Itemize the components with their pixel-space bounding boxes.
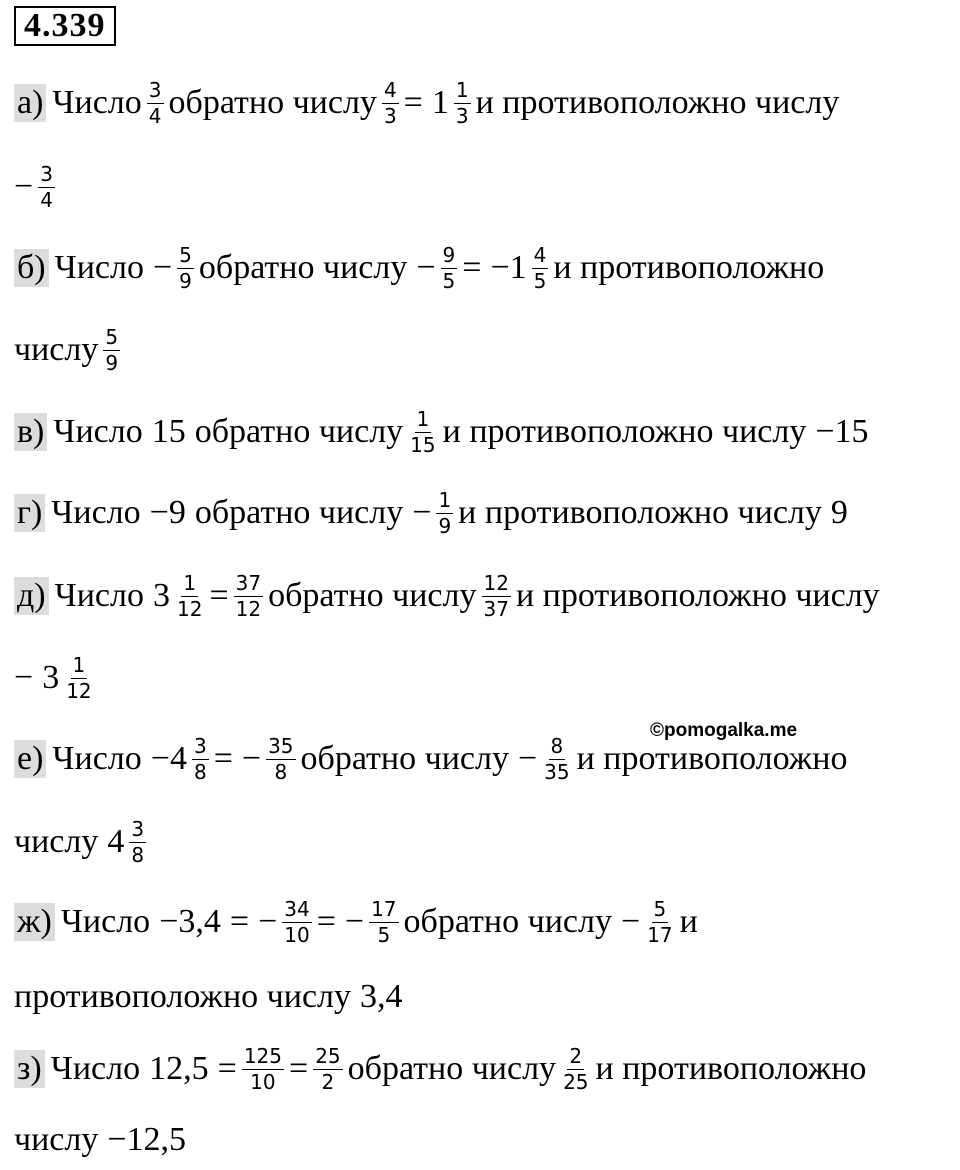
item-label-a: а) <box>14 84 46 122</box>
minus-sign: − <box>258 903 278 940</box>
text: Число <box>53 413 143 450</box>
text: обратно числу <box>403 903 612 940</box>
number: 1 <box>431 84 449 121</box>
text: Число <box>52 84 142 121</box>
fraction <box>454 79 471 128</box>
item-label-zh: ж) <box>14 903 55 941</box>
fraction <box>313 1045 342 1094</box>
numerator: 3 <box>193 733 207 758</box>
denominator: 37 <box>483 596 509 621</box>
denominator: 25 <box>563 1069 589 1094</box>
text: числу <box>14 1121 99 1158</box>
numerator: 4 <box>383 77 397 102</box>
text: обратно числу <box>198 249 408 286</box>
denominator: 8 <box>274 759 288 784</box>
denominator: 10 <box>250 1069 276 1094</box>
item-label-d: д) <box>14 577 49 615</box>
equals-sign: = <box>229 903 250 940</box>
denominator: 9 <box>438 513 452 538</box>
numerator: 1 <box>455 77 469 102</box>
numerator: 34 <box>284 896 310 921</box>
text: и противоположно числу <box>515 577 880 614</box>
equals-sign: = <box>289 1050 309 1087</box>
numerator: 37 <box>235 570 262 595</box>
numerator: 5 <box>653 896 667 921</box>
number: −9 <box>149 494 186 531</box>
text: Число <box>54 577 144 614</box>
text: и <box>679 903 698 940</box>
line-e-1 <box>14 729 847 789</box>
denominator: 12 <box>66 678 92 703</box>
fraction <box>103 326 120 375</box>
denominator: 17 <box>647 922 673 947</box>
denominator: 5 <box>377 922 391 947</box>
item-label-v: в) <box>14 413 47 451</box>
denominator: 5 <box>533 268 547 293</box>
problem-number: 4.339 <box>14 6 116 46</box>
text: Число <box>60 903 151 940</box>
numerator: 25 <box>315 1043 341 1068</box>
fraction <box>482 572 511 621</box>
line-b-2 <box>14 320 125 380</box>
number: −12,5 <box>107 1121 187 1158</box>
denominator: 4 <box>148 103 162 128</box>
denominator: 3 <box>383 103 397 128</box>
minus-sign: − <box>412 494 432 531</box>
number: 9 <box>830 494 848 531</box>
line-z-2 <box>14 1110 186 1170</box>
equals-sign: = <box>209 577 229 614</box>
fraction <box>532 244 549 293</box>
fraction <box>129 818 146 867</box>
line-a-2 <box>14 157 60 217</box>
denominator: 35 <box>544 759 570 784</box>
text: Число <box>50 1050 141 1087</box>
equals-sign: = <box>217 1050 237 1087</box>
number: 3,4 <box>360 978 403 1015</box>
numerator: 2 <box>569 1043 583 1068</box>
text: Число <box>51 494 141 531</box>
minus-sign: − <box>152 249 173 286</box>
fraction <box>542 735 571 784</box>
numerator: 5 <box>179 242 192 267</box>
minus-sign: − <box>14 659 34 696</box>
numerator: 17 <box>371 896 397 921</box>
text: обратно числу <box>300 740 509 777</box>
minus-sign: − <box>241 740 262 777</box>
fraction <box>177 244 194 293</box>
text: и противоположно числу <box>458 494 822 531</box>
number: 4 <box>107 823 125 860</box>
text: Число <box>54 249 144 286</box>
number: −4 <box>150 740 187 777</box>
number: 3 <box>42 659 60 696</box>
minus-sign: − <box>416 249 436 286</box>
denominator: 4 <box>40 187 53 212</box>
line-v <box>14 402 869 462</box>
equals-sign: = <box>403 84 423 121</box>
numerator: 12 <box>483 570 509 595</box>
line-g <box>14 483 848 543</box>
minus-sign: − <box>14 168 34 205</box>
fraction <box>147 79 164 128</box>
equals-sign: = <box>213 740 233 777</box>
text: и противоположно числу <box>442 413 807 450</box>
text: обратно числу <box>194 494 404 531</box>
numerator: 4 <box>533 242 547 267</box>
fraction <box>234 572 263 621</box>
text: обратно числу <box>268 577 477 614</box>
minus-sign: − <box>517 740 538 777</box>
equals-sign: = <box>316 903 336 940</box>
fraction <box>242 1045 284 1094</box>
fraction <box>382 79 399 128</box>
text: противоположно числу <box>14 978 352 1015</box>
line-d-2 <box>14 648 99 708</box>
text: обратно числу <box>194 413 404 450</box>
line-e-2 <box>14 812 151 872</box>
numerator: 35 <box>268 733 294 758</box>
line-zh-2 <box>14 967 403 1027</box>
denominator: 2 <box>321 1069 335 1094</box>
number: 3 <box>152 577 170 614</box>
fraction <box>441 244 458 293</box>
line-zh-1 <box>14 892 698 952</box>
numerator: 1 <box>72 652 86 677</box>
text: и противоположно <box>553 249 825 286</box>
numerator: 8 <box>550 733 564 758</box>
denominator: 9 <box>105 350 119 375</box>
fraction <box>369 898 398 947</box>
item-label-b: б) <box>14 249 49 287</box>
numerator: 3 <box>40 161 53 186</box>
item-label-e: е) <box>14 740 46 778</box>
numerator: 1 <box>438 487 452 512</box>
denominator: 12 <box>176 596 203 621</box>
text: числу <box>14 331 99 368</box>
fraction <box>64 654 93 703</box>
minus-sign: − <box>344 903 365 940</box>
denominator: 8 <box>193 759 207 784</box>
fraction <box>175 572 204 621</box>
numerator: 125 <box>243 1043 282 1068</box>
number: −15 <box>815 413 869 450</box>
denominator: 12 <box>235 596 262 621</box>
fraction <box>38 163 55 212</box>
denominator: 5 <box>442 268 456 293</box>
item-label-z: з) <box>14 1050 45 1088</box>
number: −1 <box>490 249 527 286</box>
fraction <box>266 735 295 784</box>
numerator: 9 <box>442 242 456 267</box>
numerator: 1 <box>183 570 197 595</box>
number: −3,4 <box>159 903 221 940</box>
text: и противоположно <box>576 740 848 777</box>
text: Число <box>52 740 142 777</box>
denominator: 8 <box>131 842 145 867</box>
text: и противоположно <box>595 1050 867 1087</box>
numerator: 1 <box>416 406 430 431</box>
text: числу <box>14 823 99 860</box>
fraction <box>645 898 674 947</box>
item-label-g: г) <box>14 494 45 532</box>
denominator: 15 <box>410 432 436 457</box>
numerator: 3 <box>148 77 162 102</box>
number: 15 <box>151 413 186 450</box>
minus-sign: − <box>620 903 641 940</box>
text: обратно числу <box>347 1050 557 1087</box>
denominator: 3 <box>455 103 469 128</box>
fraction <box>192 735 209 784</box>
equals-sign: = <box>462 249 482 286</box>
denominator: 9 <box>179 268 192 293</box>
watermark: ©pomogalka.me <box>650 720 798 741</box>
line-a-1 <box>14 73 839 133</box>
line-z-1 <box>14 1039 866 1099</box>
line-d-1 <box>14 566 880 626</box>
text: и противоположно числу <box>475 84 840 121</box>
denominator: 10 <box>284 922 310 947</box>
fraction <box>408 408 437 457</box>
fraction <box>561 1045 590 1094</box>
line-b-1 <box>14 238 824 298</box>
number: 12,5 <box>149 1050 209 1087</box>
numerator: 3 <box>131 816 145 841</box>
numerator: 5 <box>105 324 119 349</box>
text: обратно числу <box>168 84 377 121</box>
fraction <box>436 489 453 538</box>
fraction <box>282 898 311 947</box>
